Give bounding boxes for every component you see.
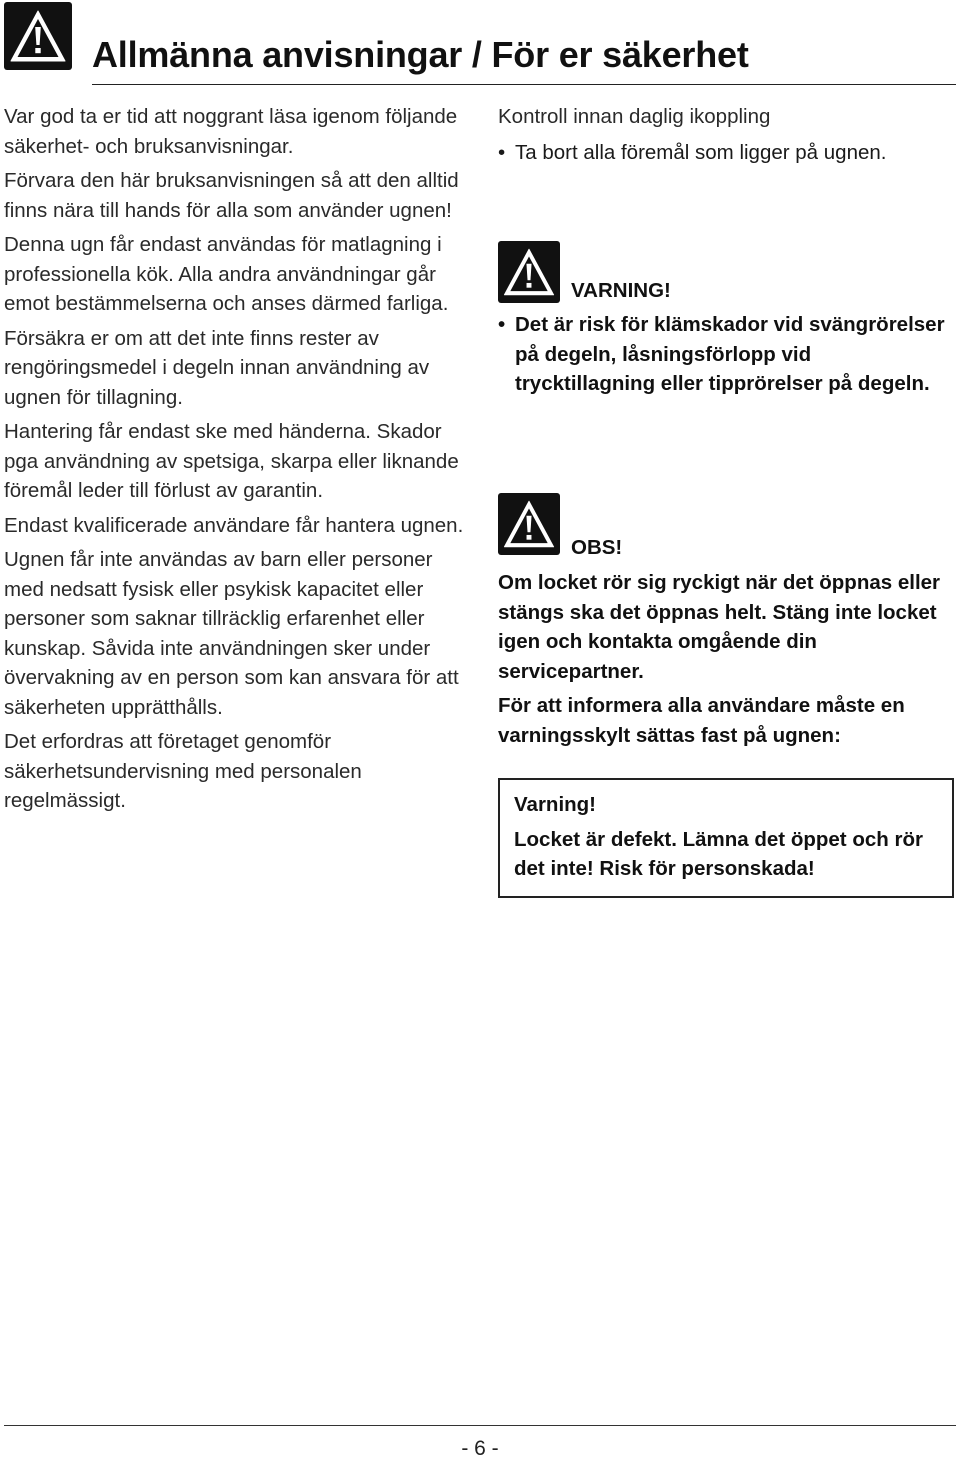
daily-check-item-text: Ta bort alla föremål som ligger på ugnen.: [515, 140, 887, 164]
daily-check-heading: Kontroll innan daglig ikoppling: [498, 105, 771, 128]
warning-triangle-icon: [498, 241, 560, 303]
intro-paragraph: Var god ta er tid att noggrant läsa igenom följande säkerhet- och bruksanvisningar.: [4, 105, 458, 158]
note-label: OBS!: [571, 536, 623, 559]
page-number: - 6 -: [461, 1437, 499, 1460]
children-paragraph: Ugnen får inte användas av barn eller personer med nedsatt fysisk eller psykisk kapacitet eller personer som saknar tillräcklig erfarenhet eller kunskap. Såvida inte användningen sker under övervakning av en person som kan ansvara för att säkerheten upprätthålls.: [4, 548, 459, 719]
usage-paragraph: Denna ugn får endast användas för matlagning i professionella kök. Alla andra användningar går emot bestämmelserna och anses därmed farliga.: [4, 233, 449, 315]
warning-label: VARNING!: [571, 279, 671, 302]
bullet-icon: •: [498, 313, 506, 336]
warning-sign-box: [498, 778, 954, 898]
page-title: Allmänna anvisningar / För er säkerhet: [92, 34, 749, 75]
daily-check-section: [498, 102, 954, 167]
warning-triangle-icon: [4, 2, 72, 70]
note-text: Om locket rör sig ryckigt när det öppnas eller stängs ska det öppnas helt. Stäng inte locket igen och kontakta omgående din servicepartner.: [498, 571, 941, 683]
daily-check-item: [498, 138, 954, 168]
warning-text: Det är risk för klämskador vid svängrörelser på degeln, låsningsförlopp vid trycktillagning eller tipprörelser på degeln.: [515, 313, 945, 395]
sign-text: Locket är defekt. Lämna det öppet och rör det inte! Risk för personskada!: [514, 827, 923, 880]
bullet-icon: •: [498, 140, 506, 164]
cleaning-paragraph: Försäkra er om att det inte finns rester av rengöringsmedel i degeln innan användning av ugnen för tillagning.: [4, 326, 430, 409]
warning-triangle-icon: [498, 493, 560, 555]
handling-paragraph: Hantering får endast ske med händerna. Skador pga användning av spetsiga, skarpa eller liknande föremål leder till förlust av garantin.: [4, 420, 459, 502]
title-divider: [92, 84, 956, 85]
footer-divider: [4, 1425, 956, 1426]
storage-paragraph: Förvara den här bruksanvisningen så att den alltid finns nära till hands för alla som använder ugnen!: [4, 169, 459, 222]
note-section: [498, 568, 948, 750]
note-sign-instruction: För att informera alla användare måste en varningsskylt sättas fast på ugnen:: [498, 694, 905, 747]
sign-title: Varning!: [514, 793, 597, 816]
left-column: [4, 102, 474, 821]
qualified-users-paragraph: Endast kvalificerade användare får hantera ugnen.: [4, 513, 464, 537]
warning-item: [498, 310, 948, 399]
training-paragraph: Det erfordras att företaget genomför säkerhetsundervisning med personalen regelmässigt.: [4, 730, 362, 812]
